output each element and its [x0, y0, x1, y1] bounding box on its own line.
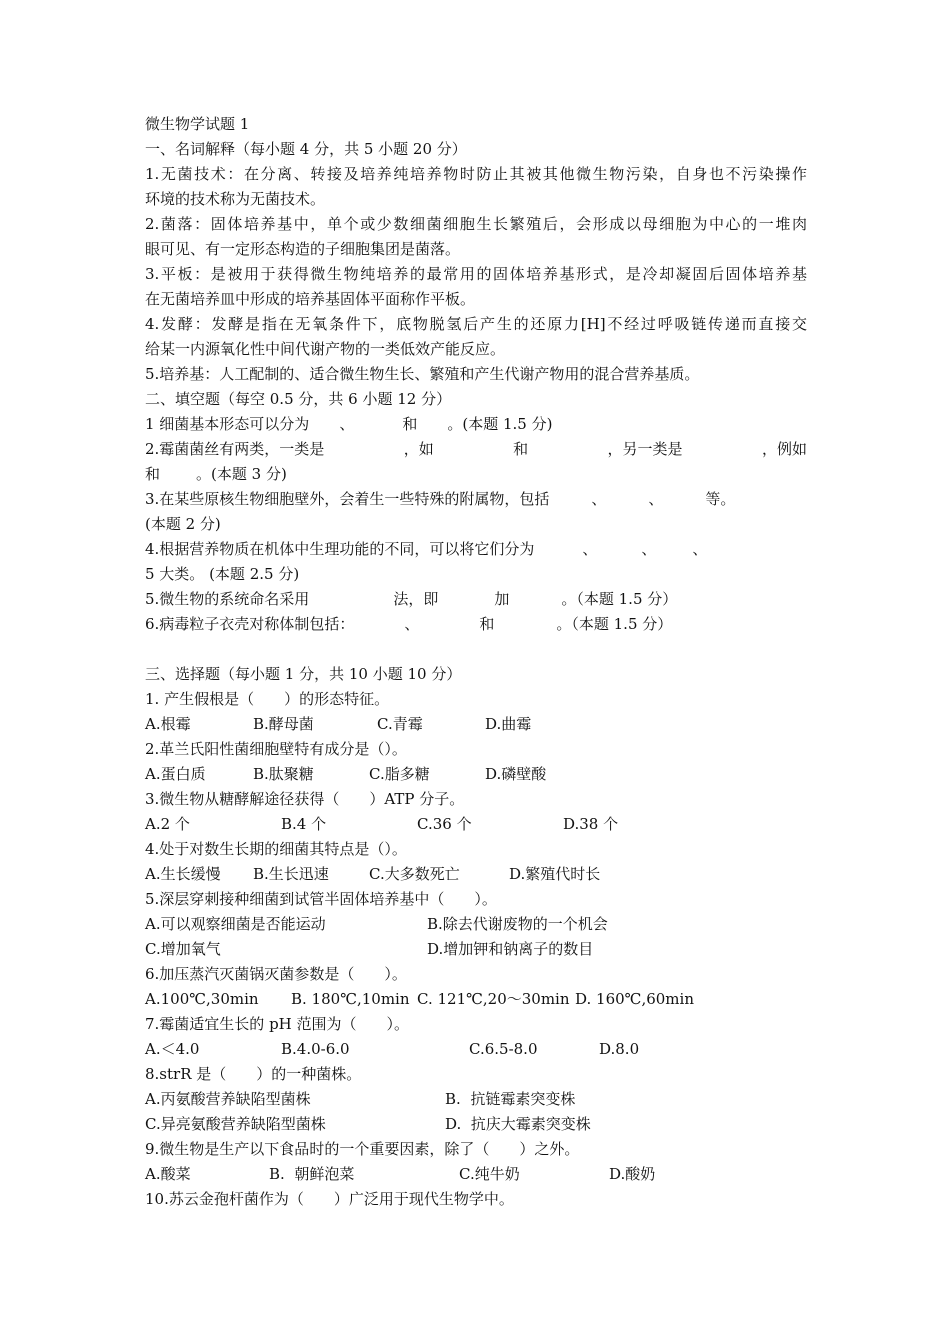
fill-q1-tail: 。(本题 1.5 分)	[447, 415, 553, 433]
section-1-heading: 一、名词解释（每小题 4 分，共 5 小题 20 分）	[145, 140, 467, 158]
choice-question-10: 10.苏云金孢杆菌作为（ ）广泛用于现代生物学中。	[145, 1190, 514, 1208]
option-b: B. 抗链霉素突变株	[445, 1090, 576, 1108]
fill-q3-tail: 等。	[705, 490, 736, 508]
fill-q4-sep-2: 、	[641, 540, 657, 558]
option-a: A.酸菜	[145, 1165, 191, 1183]
definition-1-line-1: 1.无菌技术：在分离、转接及培养纯培养物时防止其被其他微生物污染，自身也不污染操作	[145, 165, 807, 183]
fill-q5-sep-1: 法，即	[393, 590, 439, 608]
option-a: A.丙氨酸营养缺陷型菌株	[145, 1090, 311, 1108]
choice-options-5b	[145, 937, 807, 962]
fill-question-2-line-1	[145, 437, 807, 462]
option-c: C.大多数死亡	[369, 865, 460, 883]
fill-q1-text: 1 细菌基本形态可以分为	[145, 415, 310, 433]
choice-options-8a	[145, 1087, 807, 1112]
choice-question-7: 7.霉菌适宜生长的 pH 范围为（ ）。	[145, 1015, 410, 1033]
fill-q4-text: 4.根据营养物质在机体中生理功能的不同，可以将它们分为	[145, 540, 535, 558]
choice-question-2: 2.革兰氏阳性菌细胞壁特有成分是（）。	[145, 740, 407, 758]
fill-q5-text: 5.微生物的系统命名采用	[145, 590, 310, 608]
option-d: D. 160℃,60min	[575, 990, 694, 1008]
fill-q2-sep-2: 和	[513, 440, 529, 458]
choice-question-8: 8.strR 是（ ）的一种菌株。	[145, 1065, 362, 1083]
document-page	[145, 112, 807, 1212]
fill-q4-sep-3: 、	[692, 540, 708, 558]
choice-question-6: 6.加压蒸汽灭菌锅灭菌参数是（ ）。	[145, 965, 407, 983]
fill-q6-text: 6.病毒粒子衣壳对称体制包括：	[145, 615, 355, 633]
fill-q2-sep-3: ，另一类是	[607, 440, 683, 458]
option-b: B.生长迅速	[253, 865, 329, 883]
fill-q2-text: 2.霉菌菌丝有两类，一类是	[145, 440, 325, 458]
choice-options-7	[145, 1037, 807, 1062]
fill-question-4-line-1	[145, 537, 807, 562]
fill-question-6	[145, 612, 807, 637]
definition-3-line-2: 在无菌培养皿中形成的培养基固体平面称作平板。	[145, 290, 476, 308]
option-a: A.根霉	[145, 715, 191, 733]
fill-q1-sep-2: 和	[402, 415, 418, 433]
fill-q2-tail: 。(本题 3 分)	[196, 465, 287, 483]
choice-options-6	[145, 987, 807, 1012]
option-d: D.8.0	[599, 1040, 640, 1058]
choice-options-4	[145, 862, 807, 887]
fill-q2-sep-4: ，例如	[761, 440, 807, 458]
option-c: C.增加氧气	[145, 940, 221, 958]
option-d: D.曲霉	[485, 715, 532, 733]
option-a: A.蛋白质	[145, 765, 206, 783]
option-a: A.2 个	[145, 815, 190, 833]
fill-question-3-line-2: (本题 2 分)	[145, 515, 221, 533]
choice-options-3	[145, 812, 807, 837]
choice-question-4: 4.处于对数生长期的细菌其特点是（）。	[145, 840, 407, 858]
option-d: D. 抗庆大霉素突变株	[445, 1115, 591, 1133]
definition-4-line-2: 给某一内源氧化性中间代谢产物的一类低效产能反应。	[145, 340, 506, 358]
definition-4-line-1: 4.发酵：发酵是指在无氧条件下，底物脱氢后产生的还原力[H]不经过呼吸链传递而直接交	[145, 315, 807, 333]
choice-options-2	[145, 762, 807, 787]
fill-question-2-line-2	[145, 462, 807, 487]
section-3-heading: 三、选择题（每小题 1 分，共 10 小题 10 分）	[145, 665, 462, 683]
definition-2-line-1: 2.菌落：固体培养基中，单个或少数细菌细胞生长繁殖后，会形成以母细胞为中心的一堆肉	[145, 215, 807, 233]
definition-3-line-1: 3.平板：是被用于获得微生物纯培养的最常用的固体培养基形式，是冷却凝固后固体培养基	[145, 265, 807, 283]
fill-question-3-line-1	[145, 487, 807, 512]
option-c: C.36 个	[417, 815, 472, 833]
option-a: A.可以观察细菌是否能运动	[145, 915, 326, 933]
fill-q6-sep-1: 、	[404, 615, 420, 633]
option-b: B.酵母菌	[253, 715, 314, 733]
option-d: D.磷壁酸	[485, 765, 547, 783]
option-b: B.4.0-6.0	[281, 1040, 350, 1058]
document-title: 微生物学试题 1	[145, 115, 250, 133]
option-b: B.4 个	[281, 815, 327, 833]
definition-1-line-2: 环境的技术称为无菌技术。	[145, 190, 326, 208]
option-c: C.6.5-8.0	[469, 1040, 538, 1058]
option-c: C.纯牛奶	[459, 1165, 520, 1183]
option-a: A.100℃,30min	[145, 990, 259, 1008]
option-b: B.除去代谢废物的一个机会	[427, 915, 608, 933]
fill-q3-text: 3.在某些原核生物细胞壁外，会着生一些特殊的附属物，包括	[145, 490, 550, 508]
fill-q6-sep-2: 和	[479, 615, 495, 633]
option-d: D.增加钾和钠离子的数目	[427, 940, 594, 958]
choice-options-9	[145, 1162, 807, 1187]
fill-question-1	[145, 412, 807, 437]
choice-question-5: 5.深层穿刺接种细菌到试管半固体培养基中（ ）。	[145, 890, 497, 908]
fill-question-4-line-2: 5 大类。 (本题 2.5 分)	[145, 565, 300, 583]
choice-options-8b	[145, 1112, 807, 1137]
option-c: C.青霉	[377, 715, 423, 733]
fill-q5-sep-2: 加	[494, 590, 510, 608]
option-b: B. 180℃,10min	[291, 990, 410, 1008]
choice-question-9: 9.微生物是生产以下食品时的一个重要因素，除了（ ）之外。	[145, 1140, 580, 1158]
choice-options-1	[145, 712, 807, 737]
option-b: B. 朝鲜泡菜	[269, 1165, 355, 1183]
choice-options-5a	[145, 912, 807, 937]
definition-2-line-2: 眼可见、有一定形态构造的子细胞集团是菌落。	[145, 240, 461, 258]
choice-question-3: 3.微生物从糖酵解途径获得（ ）ATP 分子。	[145, 790, 465, 808]
option-c: C.异亮氨酸营养缺陷型菌株	[145, 1115, 326, 1133]
option-b: B.肽聚糖	[253, 765, 314, 783]
option-d: D.繁殖代时长	[509, 865, 601, 883]
fill-q6-tail: 。（本题 1.5 分）	[556, 615, 673, 633]
option-d: D.38 个	[563, 815, 619, 833]
fill-q2-sep-1: ，如	[403, 440, 434, 458]
fill-q5-tail: 。（本题 1.5 分）	[561, 590, 678, 608]
option-c: C.脂多糖	[369, 765, 430, 783]
fill-q4-sep-1: 、	[582, 540, 598, 558]
fill-q1-sep-1: 、	[339, 415, 355, 433]
fill-q2-sep-5: 和	[145, 465, 161, 483]
section-2-heading: 二、填空题（每空 0.5 分，共 6 小题 12 分）	[145, 390, 452, 408]
fill-q3-sep-1: 、	[591, 490, 607, 508]
definition-5-line-1: 5.培养基：人工配制的、适合微生物生长、繁殖和产生代谢产物用的混合营养基质。	[145, 365, 700, 383]
fill-q3-sep-2: 、	[648, 490, 664, 508]
choice-question-1: 1. 产生假根是（ ）的形态特征。	[145, 690, 390, 708]
option-a: A.＜4.0	[145, 1040, 200, 1058]
option-c: C. 121℃,20～30min	[417, 990, 570, 1008]
fill-question-5	[145, 587, 807, 612]
option-d: D.酸奶	[609, 1165, 656, 1183]
option-a: A.生长缓慢	[145, 865, 221, 883]
